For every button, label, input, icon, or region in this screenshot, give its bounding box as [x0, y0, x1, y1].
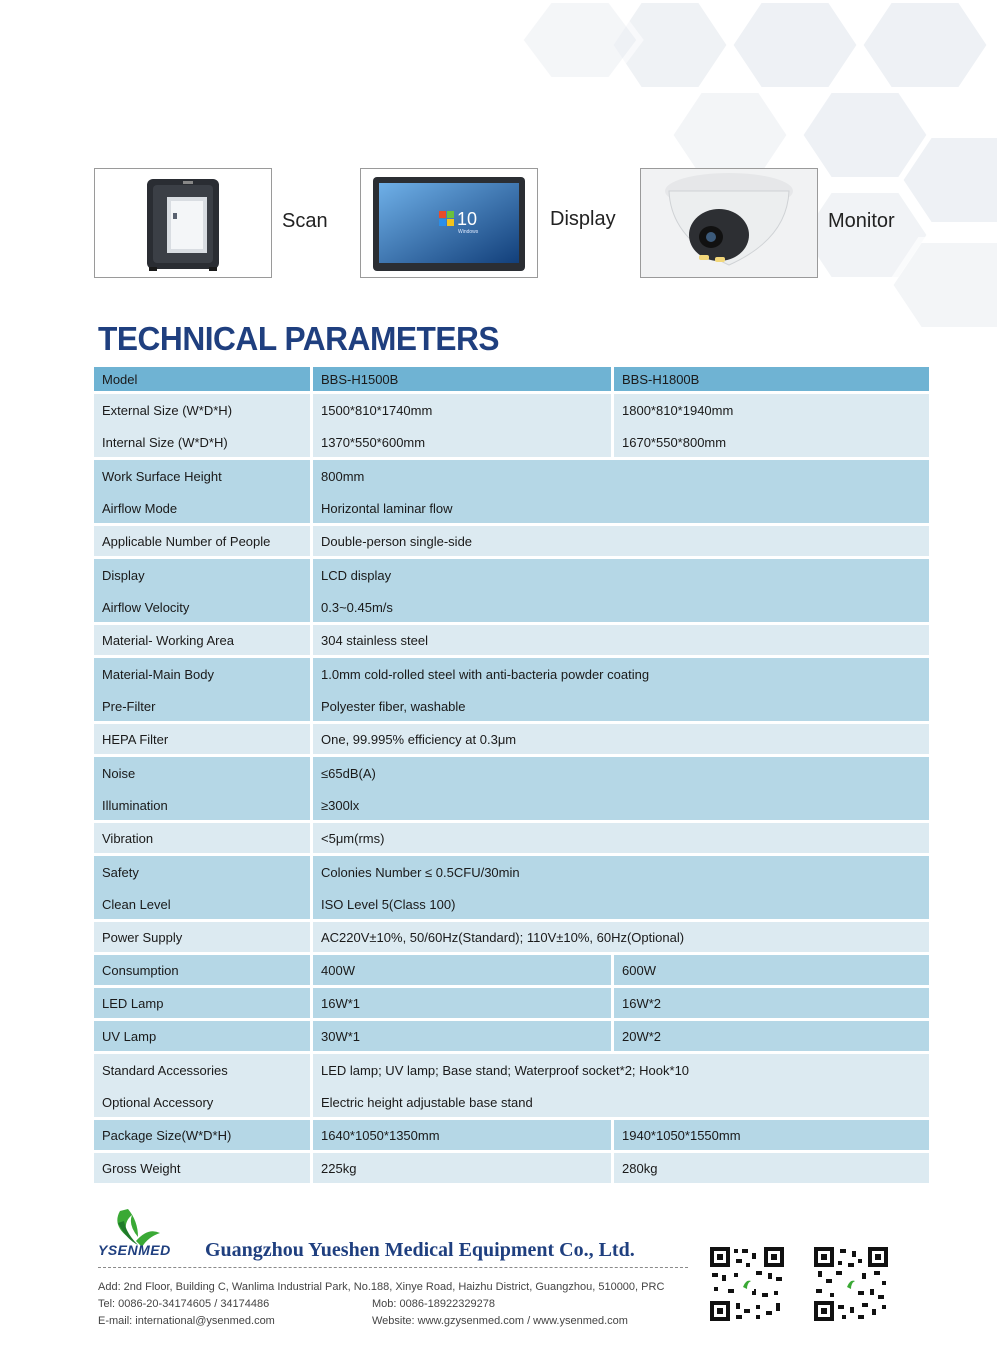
- param-value: 600W: [614, 955, 932, 988]
- param-value: 1.0mm cold-rolled steel with anti-bacteria powder coating: [313, 658, 932, 691]
- table-row: [94, 1087, 932, 1120]
- table-row: [94, 1153, 932, 1186]
- param-value: 400W: [313, 955, 614, 988]
- feature-scan: [94, 168, 354, 278]
- company-tel: Tel: 0086-20-34174605 / 34174486: [98, 1298, 270, 1310]
- header-cell: Model: [94, 367, 313, 394]
- param-name: Illumination: [94, 790, 313, 823]
- param-name: HEPA Filter: [94, 724, 313, 757]
- table-row: [94, 1054, 932, 1087]
- param-name: Vibration: [94, 823, 313, 856]
- param-value: Colonies Number ≤ 0.5CFU/30min: [313, 856, 932, 889]
- param-name: UV Lamp: [94, 1021, 313, 1054]
- param-name: Power Supply: [94, 922, 313, 955]
- param-value: 1800*810*1940mm: [614, 394, 932, 427]
- param-value: Electric height adjustable base stand: [313, 1087, 932, 1120]
- param-name: Consumption: [94, 955, 313, 988]
- param-value: <5μm(rms): [313, 823, 932, 856]
- camera-image-frame: [640, 168, 818, 278]
- param-value: 1500*810*1740mm: [313, 394, 614, 427]
- param-value: 20W*2: [614, 1021, 932, 1054]
- feature-label-display: Display: [550, 208, 616, 230]
- param-value: 1370*550*600mm: [313, 427, 614, 460]
- page-title: TECHNICAL PARAMETERS: [98, 320, 500, 357]
- param-value: ISO Level 5(Class 100): [313, 889, 932, 922]
- display-image-frame: [360, 168, 538, 278]
- param-name: Internal Size (W*D*H): [94, 427, 313, 460]
- table-row: [94, 526, 932, 559]
- table-row: [94, 493, 932, 526]
- param-name: Clean Level: [94, 889, 313, 922]
- param-name: LED Lamp: [94, 988, 313, 1021]
- feature-display: [360, 168, 630, 278]
- param-value: 0.3~0.45m/s: [313, 592, 932, 625]
- table-row: [94, 955, 932, 988]
- param-value: 1940*1050*1550mm: [614, 1120, 932, 1153]
- qr-code-icon: [708, 1245, 786, 1323]
- param-value: ≤65dB(A): [313, 757, 932, 790]
- param-value: Double-person single-side: [313, 526, 932, 559]
- feature-label-monitor: Monitor: [828, 210, 895, 232]
- table-row: [94, 790, 932, 823]
- table-row: [94, 559, 932, 592]
- table-row: [94, 724, 932, 757]
- table-header-row: [94, 367, 932, 394]
- table-row: [94, 427, 932, 460]
- param-name: Safety: [94, 856, 313, 889]
- param-value: Horizontal laminar flow: [313, 493, 932, 526]
- feature-label-scan: Scan: [282, 210, 328, 232]
- table-row: [94, 856, 932, 889]
- param-name: Airflow Velocity: [94, 592, 313, 625]
- display-version-text: 10: [457, 209, 478, 229]
- table-row: [94, 988, 932, 1021]
- param-name: Work Surface Height: [94, 460, 313, 493]
- scanner-image-frame: [94, 168, 272, 278]
- table-row: [94, 1120, 932, 1153]
- table-row: [94, 691, 932, 724]
- param-value: LED lamp; UV lamp; Base stand; Waterproof socket*2; Hook*10: [313, 1054, 932, 1087]
- header-cell: BBS-H1800B: [614, 367, 932, 394]
- footer: [0, 1195, 1000, 1366]
- table-row: [94, 889, 932, 922]
- param-value: LCD display: [313, 559, 932, 592]
- param-value: ≥300lx: [313, 790, 932, 823]
- param-value: 30W*1: [313, 1021, 614, 1054]
- table-row: [94, 625, 932, 658]
- param-value: AC220V±10%, 50/60Hz(Standard); 110V±10%, 60Hz(Optional): [313, 922, 932, 955]
- param-name: Material-Main Body: [94, 658, 313, 691]
- param-value: 16W*1: [313, 988, 614, 1021]
- table-row: [94, 658, 932, 691]
- qr-code-icon: [812, 1245, 890, 1323]
- header-cell: BBS-H1500B: [313, 367, 614, 394]
- param-value: 1670*550*800mm: [614, 427, 932, 460]
- param-name: Gross Weight: [94, 1153, 313, 1186]
- param-value: 800mm: [313, 460, 932, 493]
- camera-icon: [641, 169, 817, 277]
- display-caption-text: Windows: [458, 229, 479, 235]
- param-value: 280kg: [614, 1153, 932, 1186]
- param-value: Polyester fiber, washable: [313, 691, 932, 724]
- spec-table: [94, 367, 932, 1186]
- param-name: Optional Accessory: [94, 1087, 313, 1120]
- param-name: Pre-Filter: [94, 691, 313, 724]
- scanner-icon: [95, 169, 271, 277]
- feature-monitor: [640, 168, 910, 278]
- param-name: External Size (W*D*H): [94, 394, 313, 427]
- param-name: Display: [94, 559, 313, 592]
- param-name: Airflow Mode: [94, 493, 313, 526]
- param-name: Noise: [94, 757, 313, 790]
- param-value: 225kg: [313, 1153, 614, 1186]
- param-name: Applicable Number of People: [94, 526, 313, 559]
- param-value: One, 99.995% efficiency at 0.3μm: [313, 724, 932, 757]
- param-value: 1640*1050*1350mm: [313, 1120, 614, 1153]
- company-email: E-mail: international@ysenmed.com: [98, 1315, 275, 1327]
- param-value: 16W*2: [614, 988, 932, 1021]
- logo-text: YSENMED: [98, 1242, 171, 1258]
- display-icon: [361, 169, 537, 277]
- table-row: [94, 1021, 932, 1054]
- company-mobile: Mob: 0086-18922329278: [372, 1298, 495, 1310]
- table-row: [94, 757, 932, 790]
- footer-divider: [98, 1267, 688, 1268]
- table-row: [94, 823, 932, 856]
- param-name: Package Size(W*D*H): [94, 1120, 313, 1153]
- table-row: [94, 460, 932, 493]
- table-row: [94, 592, 932, 625]
- table-row: [94, 394, 932, 427]
- param-value: 304 stainless steel: [313, 625, 932, 658]
- param-name: Material- Working Area: [94, 625, 313, 658]
- company-website: Website: www.gzysenmed.com / www.ysenmed.com: [372, 1315, 628, 1327]
- table-row: [94, 922, 932, 955]
- company-address: Add: 2nd Floor, Building C, Wanlima Industrial Park, No.188, Xinye Road, Haizhu District, Guangzhou, 510000, PRC: [98, 1281, 665, 1293]
- company-name: Guangzhou Yueshen Medical Equipment Co., Ltd.: [205, 1239, 635, 1261]
- param-name: Standard Accessories: [94, 1054, 313, 1087]
